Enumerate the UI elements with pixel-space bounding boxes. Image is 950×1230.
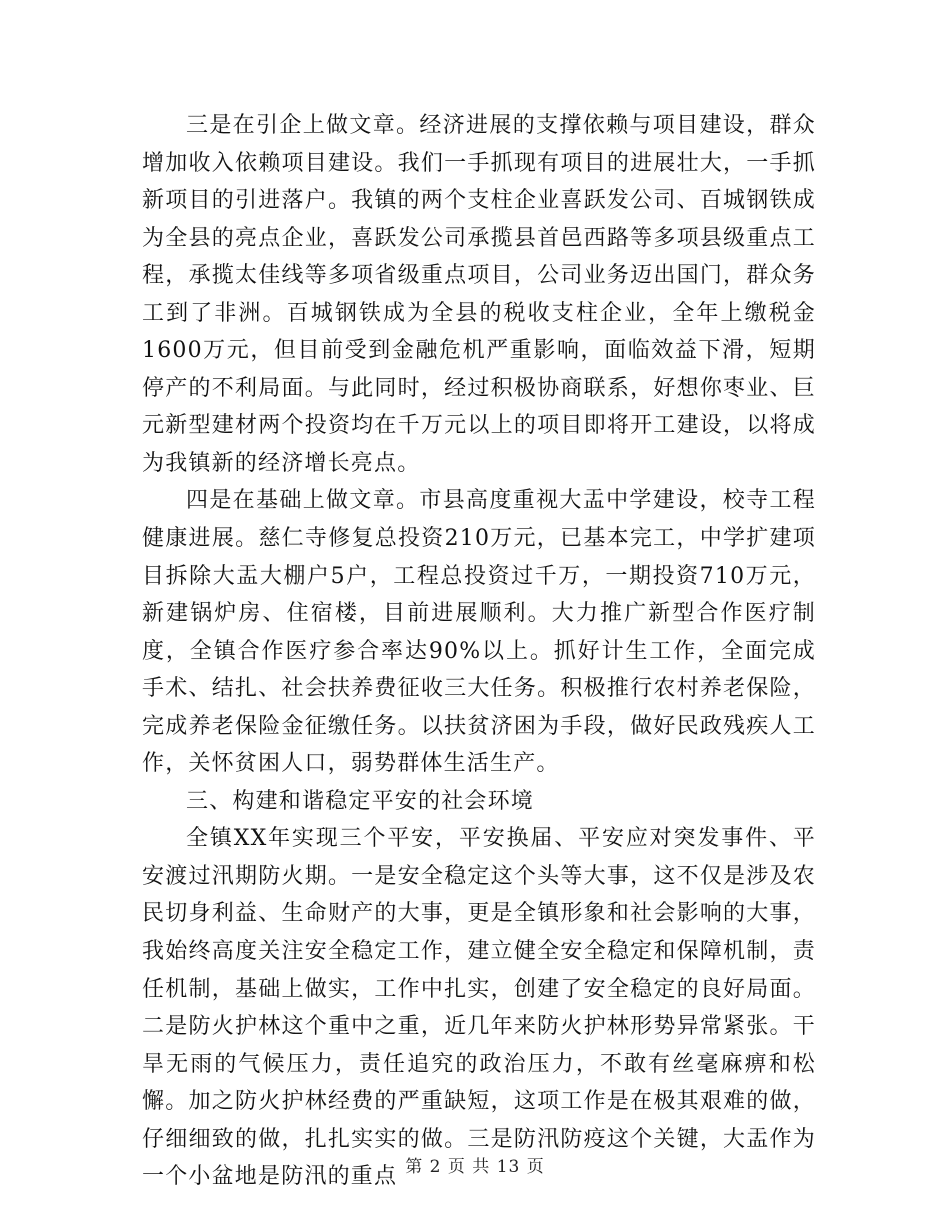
section-heading: 三、构建和谐稳定平安的社会环境 [186,788,535,814]
document-body [142,107,816,1196]
page-number-footer: 第 2 页 共 13 页 [405,1157,545,1177]
paragraph-safety: 全镇XX年实现三个平安，平安换届、平安应对突发事件、平安渡过汛期防火期。一是安全稳定这个头等大事，这不仅是涉及农民切身利益、生命财产的大事，更是全镇形象和社会影响的大事，我始终高度关注安全稳定工作，建立健全安全稳定和保障机制，责任机制，基础上做实，工作中扎实，创建了安全稳定的良好局面。二是防火护林这个重中之重，近几年来防火护林形势异常紧张。干旱无雨的气候压力，责任追究的政治压力，不敢有丝毫麻痹和松懈。加之防火护林经费的严重缺短，这项工作是在极其艰难的做，仔细细致的做，扎扎实实的做。三是防汛防疫这个关键，大盂作为一个小盆地是防汛的重点 [142,826,816,1190]
paragraph-attract-enterprises: 三是在引企上做文章。经济进展的支撑依赖与项目建设，群众增加收入依赖项目建设。我们一手抓现有项目的进展壮大，一手抓新项目的引进落户。我镇的两个支柱企业喜跃发公司、百城钢铁成为全县的亮点企业，喜跃发公司承揽县首邑西路等多项县级重点工程，承揽太佳线等多项省级重点项目，公司业务迈出国门，群众务工到了非洲。百城钢铁成为全县的税收支柱企业，全年上缴税金1600万元，但目前受到金融危机严重影响，面临效益下滑，短期停产的不利局面。与此同时，经过积极协商联系，好想你枣业、巨元新型建材两个投资均在千万元以上的项目即将开工建设，以将成为我镇新的经济增长亮点。 [142,113,816,476]
paragraph-infrastructure: 四是在基础上做文章。市县高度重视大盂中学建设，校寺工程健康进展。慈仁寺修复总投资210万元，已基本完工，中学扩建项目拆除大盂大棚户5户，工程总投资过千万，一期投资710万元，新建锅炉房、住宿楼，目前进展顺利。大力推广新型合作医疗制度，全镇合作医疗参合率达90%以上。抓好计生工作，全面完成手术、结扎、社会扶养费征收三大任务。积极推行农村养老保险，完成养老保险金征缴任务。以扶贫济困为手段，做好民政残疾人工作，关怀贫困人口，弱势群体生活生产。 [142,488,816,777]
